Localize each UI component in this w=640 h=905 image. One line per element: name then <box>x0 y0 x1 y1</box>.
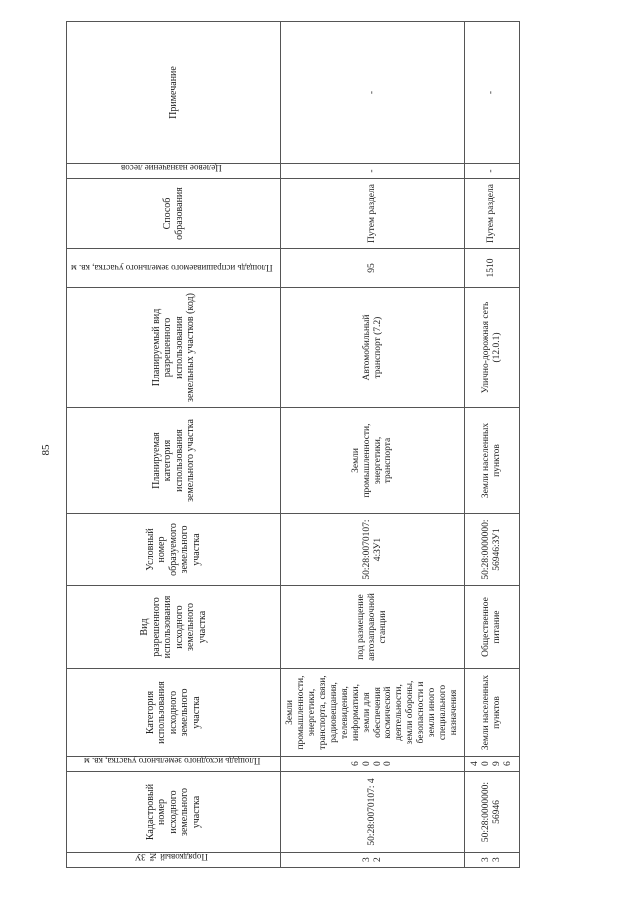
cell-area-source: 4096 <box>464 757 519 772</box>
header-note: Примечание <box>67 22 281 164</box>
header-forest: Целевое назначение лесов <box>67 164 281 179</box>
header-row <box>67 22 281 868</box>
cell-note: - <box>464 22 519 164</box>
cell-planned-use: Улично-дорожная сеть (12.0.1) <box>464 288 519 408</box>
cell-area-source: 6000 <box>281 757 465 772</box>
cell-cadastral: 50:28:0000000: 56946 <box>464 772 519 853</box>
header-method: Способ образования <box>67 179 281 249</box>
cell-area-new: 1510 <box>464 249 519 288</box>
cell-category-source: Земли населенных пунктов <box>464 669 519 757</box>
page-number: 85 <box>40 444 52 456</box>
header-new-number: Условный номер образуемого земельного участка <box>67 514 281 586</box>
cell-num: 32 <box>281 853 465 868</box>
cell-method: Путем раздела <box>464 179 519 249</box>
header-use-source: Вид разрешенного использования исходного земельного участка <box>67 586 281 669</box>
cell-planned-use: Автомобильный транспорт (7.2) <box>281 288 465 408</box>
cell-forest: - <box>281 164 465 179</box>
cell-use-source: под размещение автозаправочной станции <box>281 586 465 669</box>
cell-note: - <box>281 22 465 164</box>
land-plot-table <box>66 21 520 868</box>
cell-new-number: 50:28:0000000: 56946:ЗУ1 <box>464 514 519 586</box>
cell-planned-category: Земли промышленности, энергетики, транспорта <box>281 408 465 514</box>
cell-new-number: 50:28:0070107: 4:ЗУ1 <box>281 514 465 586</box>
header-num: Порядковый № ЗУ <box>67 853 281 868</box>
table-row <box>281 22 465 868</box>
cell-area-new: 95 <box>281 249 465 288</box>
table-row <box>464 22 519 868</box>
header-cadastral: Кадастровый номер исходного земельного участка <box>67 772 281 853</box>
cell-method: Путем раздела <box>281 179 465 249</box>
cell-use-source: Общественное питание <box>464 586 519 669</box>
header-planned-category: Планируемая категория использования земельного участка <box>67 408 281 514</box>
cell-planned-category: Земли населенных пунктов <box>464 408 519 514</box>
cell-cadastral: 50:28:0070107: 4 <box>281 772 465 853</box>
table-sheet <box>66 22 513 868</box>
cell-category-source: Земли промышленности, энергетики, транспорта, связи, радиовещания, телевидения, информатики, земли для обеспечения космической деятельности, земли обороны, безопасности и земли иного специального назначения <box>281 669 465 757</box>
header-area-new: Площадь испрашиваемого земельного участка, кв. м <box>67 249 281 288</box>
header-planned-use: Планируемый вид разрешенного использования земельных участков (код) <box>67 288 281 408</box>
header-category-source: Категория использования исходного земельного участка <box>67 669 281 757</box>
header-area-source: Площадь исходного земельного участка, кв. м <box>67 757 281 772</box>
cell-forest: - <box>464 164 519 179</box>
cell-num: 33 <box>464 853 519 868</box>
